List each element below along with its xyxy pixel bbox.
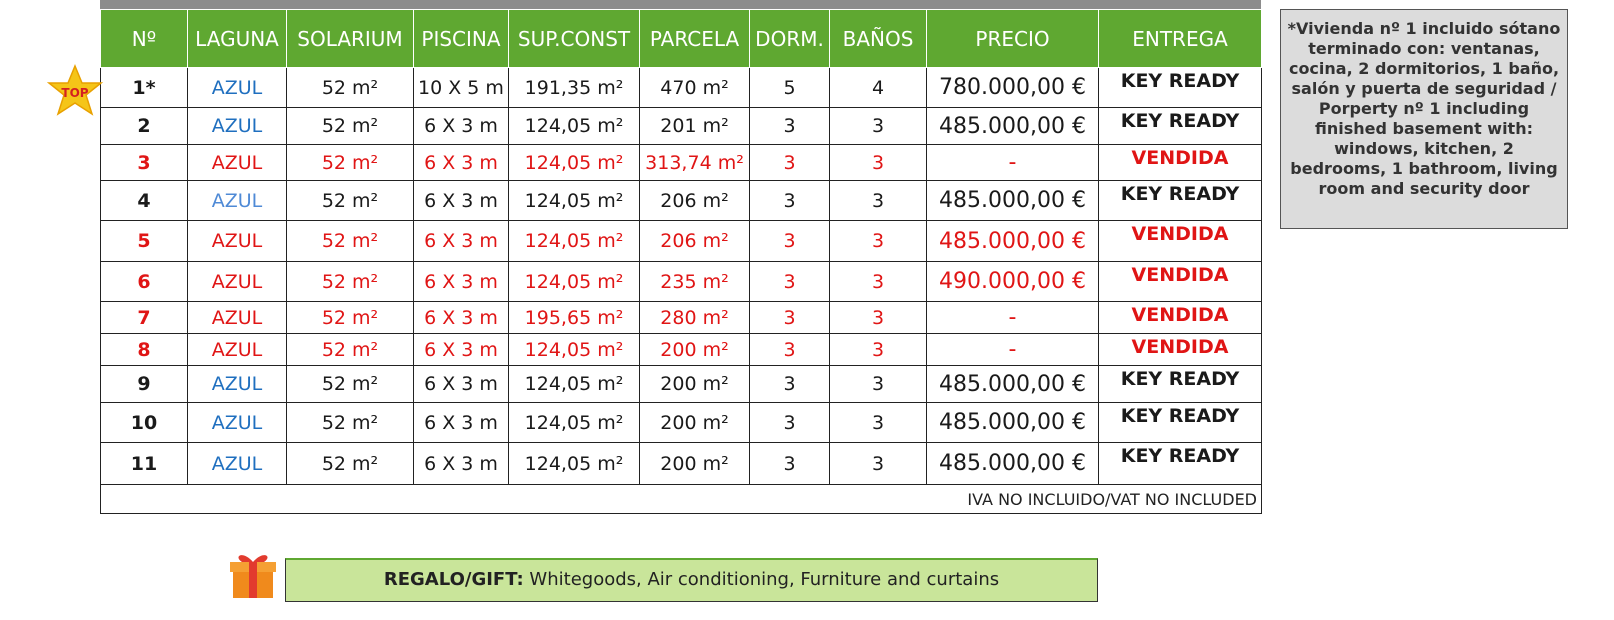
price-cell: - — [927, 145, 1099, 181]
table-row — [101, 108, 1262, 145]
price-cell: 485.000,00 € — [927, 443, 1099, 485]
row-number: 5 — [101, 221, 188, 262]
bathrooms-cell: 3 — [830, 403, 927, 443]
pool-cell: 6 X 3 m — [414, 334, 509, 366]
bathrooms-cell: 3 — [830, 181, 927, 221]
header-cell: LAGUNA — [188, 10, 287, 68]
plot-cell: 280 m² — [640, 302, 750, 334]
plot-cell: 206 m² — [640, 221, 750, 262]
delivery-status: KEY READY — [1099, 403, 1262, 443]
laguna-cell: AZUL — [188, 221, 287, 262]
table-row — [101, 181, 1262, 221]
laguna-cell: AZUL — [188, 181, 287, 221]
row-number: 9 — [101, 366, 188, 403]
price-cell: - — [927, 334, 1099, 366]
plot-cell: 313,74 m² — [640, 145, 750, 181]
plot-cell: 470 m² — [640, 68, 750, 108]
bathrooms-cell: 3 — [830, 366, 927, 403]
plot-cell: 206 m² — [640, 181, 750, 221]
gift-box-icon — [228, 548, 278, 600]
built-area-cell: 124,05 m² — [509, 334, 640, 366]
gift-banner — [285, 558, 1098, 602]
solarium-cell: 52 m² — [287, 145, 414, 181]
table-row — [101, 145, 1262, 181]
bathrooms-cell: 4 — [830, 68, 927, 108]
built-area-cell: 124,05 m² — [509, 145, 640, 181]
price-cell: 485.000,00 € — [927, 366, 1099, 403]
solarium-cell: 52 m² — [287, 221, 414, 262]
price-cell: 780.000,00 € — [927, 68, 1099, 108]
badge-label: TOP — [61, 86, 89, 100]
delivery-status: KEY READY — [1099, 443, 1262, 485]
laguna-cell: AZUL — [188, 68, 287, 108]
solarium-cell: 52 m² — [287, 68, 414, 108]
bathrooms-cell: 3 — [830, 262, 927, 302]
built-area-cell: 124,05 m² — [509, 403, 640, 443]
solarium-cell: 52 m² — [287, 334, 414, 366]
gift-label: REGALO/GIFT: — [383, 569, 524, 590]
price-cell: 485.000,00 € — [927, 403, 1099, 443]
pool-cell: 6 X 3 m — [414, 366, 509, 403]
pool-cell: 6 X 3 m — [414, 403, 509, 443]
row-number: 3 — [101, 145, 188, 181]
header-cell: ENTREGA — [1099, 10, 1262, 68]
laguna-cell: AZUL — [188, 403, 287, 443]
bedrooms-cell: 3 — [750, 262, 830, 302]
bathrooms-cell: 3 — [830, 145, 927, 181]
bedrooms-cell: 3 — [750, 108, 830, 145]
table-row — [101, 302, 1262, 334]
built-area-cell: 124,05 m² — [509, 221, 640, 262]
delivery-status: KEY READY — [1099, 181, 1262, 221]
delivery-status: KEY READY — [1099, 68, 1262, 108]
price-cell: - — [927, 302, 1099, 334]
solarium-cell: 52 m² — [287, 181, 414, 221]
top-star-icon — [47, 64, 103, 120]
table-top-bar — [100, 0, 1261, 9]
solarium-cell: 52 m² — [287, 366, 414, 403]
bathrooms-cell: 3 — [830, 443, 927, 485]
row-number: 7 — [101, 302, 188, 334]
delivery-status: VENDIDA — [1099, 334, 1262, 366]
row-number: 11 — [101, 443, 188, 485]
plot-cell: 201 m² — [640, 108, 750, 145]
row-number: 10 — [101, 403, 188, 443]
built-area-cell: 124,05 m² — [509, 181, 640, 221]
pool-cell: 6 X 3 m — [414, 108, 509, 145]
footnote-row — [101, 485, 1262, 514]
row-number: 2 — [101, 108, 188, 145]
bathrooms-cell: 3 — [830, 108, 927, 145]
header-cell: Nº — [101, 10, 188, 68]
bathrooms-cell: 3 — [830, 334, 927, 366]
bathrooms-cell: 3 — [830, 221, 927, 262]
row-number: 8 — [101, 334, 188, 366]
table-row — [101, 221, 1262, 262]
table-row — [101, 403, 1262, 443]
plot-cell: 200 m² — [640, 366, 750, 403]
table-row — [101, 366, 1262, 403]
table-row — [101, 443, 1262, 485]
note-box: *Vivienda nº 1 incluido sótano terminado con: ventanas, cocina, 2 dormitorios, 1 baño, salón y puerta de seguridad / Porperty nº 1 including finished basement with: windows, kitchen, 2 bedrooms, 1 bathroom, living room and security door — [1280, 9, 1568, 229]
laguna-cell: AZUL — [188, 302, 287, 334]
laguna-cell: AZUL — [188, 108, 287, 145]
pool-cell: 6 X 3 m — [414, 443, 509, 485]
row-number: 1* — [101, 68, 188, 108]
delivery-status: KEY READY — [1099, 108, 1262, 145]
row-number: 6 — [101, 262, 188, 302]
plot-cell: 200 m² — [640, 443, 750, 485]
pool-cell: 6 X 3 m — [414, 302, 509, 334]
header-cell: PARCELA — [640, 10, 750, 68]
built-area-cell: 124,05 m² — [509, 443, 640, 485]
pool-cell: 6 X 3 m — [414, 262, 509, 302]
pool-cell: 6 X 3 m — [414, 181, 509, 221]
bedrooms-cell: 3 — [750, 221, 830, 262]
bedrooms-cell: 3 — [750, 181, 830, 221]
table-row — [101, 68, 1262, 108]
laguna-cell: AZUL — [188, 334, 287, 366]
delivery-status: VENDIDA — [1099, 145, 1262, 181]
plot-cell: 235 m² — [640, 262, 750, 302]
bedrooms-cell: 3 — [750, 302, 830, 334]
pool-cell: 10 X 5 m — [414, 68, 509, 108]
header-cell: SUP.CONST — [509, 10, 640, 68]
header-cell: SOLARIUM — [287, 10, 414, 68]
bedrooms-cell: 3 — [750, 366, 830, 403]
price-cell: 485.000,00 € — [927, 221, 1099, 262]
table-row — [101, 334, 1262, 366]
solarium-cell: 52 m² — [287, 443, 414, 485]
built-area-cell: 124,05 m² — [509, 262, 640, 302]
laguna-cell: AZUL — [188, 443, 287, 485]
laguna-cell: AZUL — [188, 366, 287, 403]
header-cell: BAÑOS — [830, 10, 927, 68]
delivery-status: KEY READY — [1099, 366, 1262, 403]
bedrooms-cell: 3 — [750, 334, 830, 366]
plot-cell: 200 m² — [640, 403, 750, 443]
header-cell: PRECIO — [927, 10, 1099, 68]
delivery-status: VENDIDA — [1099, 221, 1262, 262]
gift-text: Whitegoods, Air conditioning, Furniture and curtains — [523, 569, 1000, 590]
header-cell: PISCINA — [414, 10, 509, 68]
delivery-status: VENDIDA — [1099, 262, 1262, 302]
solarium-cell: 52 m² — [287, 403, 414, 443]
bedrooms-cell: 5 — [750, 68, 830, 108]
price-cell: 485.000,00 € — [927, 108, 1099, 145]
built-area-cell: 124,05 m² — [509, 366, 640, 403]
solarium-cell: 52 m² — [287, 262, 414, 302]
bedrooms-cell: 3 — [750, 145, 830, 181]
price-cell: 490.000,00 € — [927, 262, 1099, 302]
price-cell: 485.000,00 € — [927, 181, 1099, 221]
price-table — [100, 9, 1262, 514]
bedrooms-cell: 3 — [750, 443, 830, 485]
vat-footnote: IVA NO INCLUIDO/VAT NO INCLUDED — [101, 485, 1262, 514]
header-cell: DORM. — [750, 10, 830, 68]
built-area-cell: 191,35 m² — [509, 68, 640, 108]
solarium-cell: 52 m² — [287, 108, 414, 145]
row-number: 4 — [101, 181, 188, 221]
bathrooms-cell: 3 — [830, 302, 927, 334]
built-area-cell: 124,05 m² — [509, 108, 640, 145]
table-body — [101, 68, 1262, 485]
delivery-status: VENDIDA — [1099, 302, 1262, 334]
bedrooms-cell: 3 — [750, 403, 830, 443]
header-row — [101, 10, 1262, 68]
laguna-cell: AZUL — [188, 262, 287, 302]
solarium-cell: 52 m² — [287, 302, 414, 334]
built-area-cell: 195,65 m² — [509, 302, 640, 334]
laguna-cell: AZUL — [188, 145, 287, 181]
pool-cell: 6 X 3 m — [414, 221, 509, 262]
table-row — [101, 262, 1262, 302]
plot-cell: 200 m² — [640, 334, 750, 366]
pool-cell: 6 X 3 m — [414, 145, 509, 181]
